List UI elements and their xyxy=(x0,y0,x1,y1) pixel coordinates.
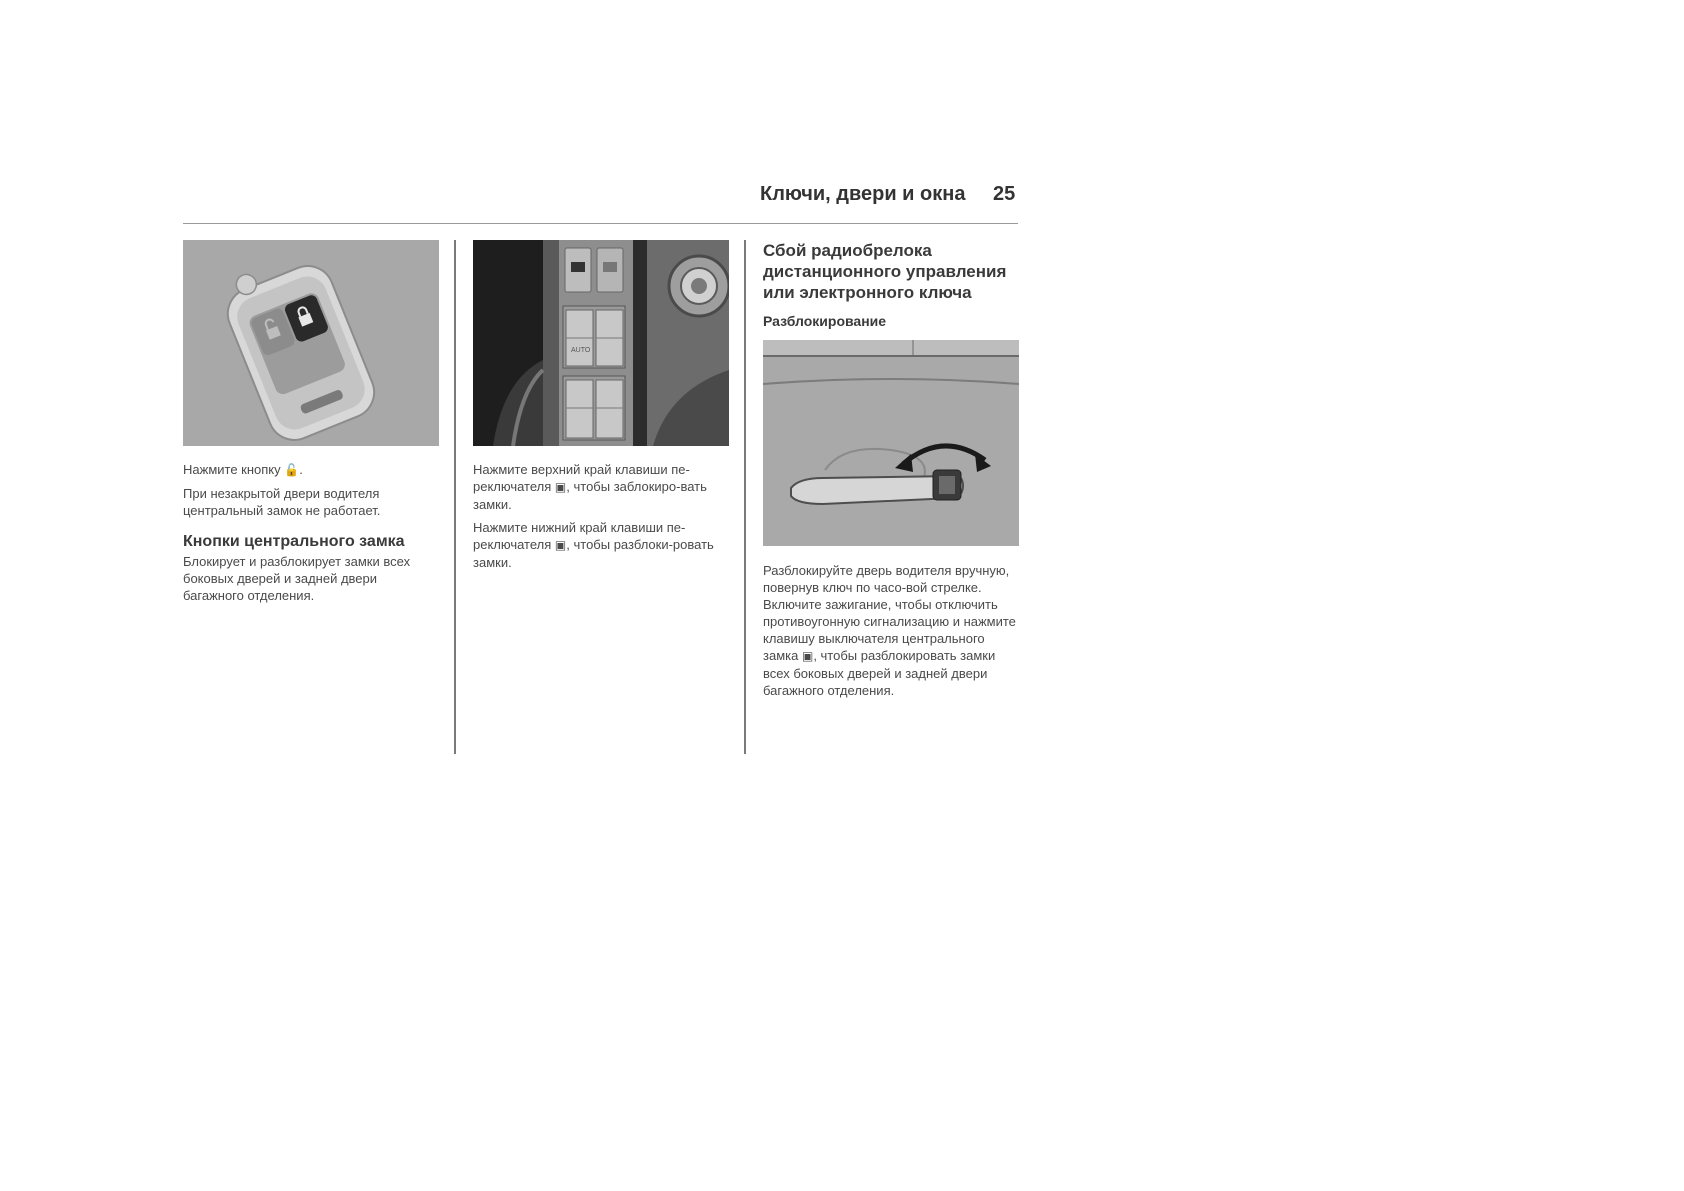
page-header-title: Ключи, двери и окна xyxy=(760,183,966,205)
key-fob-figure xyxy=(183,240,439,446)
lock-instruction-text-a: Нажмите верхний край клавиши пе-реключателя xyxy=(473,462,690,494)
lock-instruction-text-b: , чтобы заблокиро-вать замки. xyxy=(473,479,707,512)
column-divider-1 xyxy=(454,240,456,754)
remote-failure-title: Сбой радиобрелока дистанционного управления или электронного ключа xyxy=(763,241,1007,302)
page-number: 25 xyxy=(993,183,1016,205)
unlock-instruction-text-b: , чтобы разблоки-ровать замки. xyxy=(473,537,714,570)
door-handle-figure xyxy=(763,340,1019,546)
header-rule xyxy=(183,223,1018,224)
column-divider-2 xyxy=(744,240,746,754)
unlock-instruction xyxy=(473,519,729,571)
central-lock-buttons-body: Блокирует и разблокирует замки всех боковых дверей и задней двери багажного отделения. xyxy=(183,554,411,603)
central-lock-switch-icon: ▣ xyxy=(801,649,814,663)
unlock-instruction-text-a: Нажмите нижний край клавиши пе-реключателя xyxy=(473,520,686,552)
manual-unlock-text-b: , чтобы разблокировать замки всех боковых дверей и задней двери багажного отделения. xyxy=(763,648,996,698)
press-button-text: Нажмите кнопку xyxy=(183,462,281,477)
press-button-line: Нажмите кнопку 🔓. xyxy=(183,462,303,477)
manual-unlock-instruction xyxy=(763,562,1021,699)
col1-caption xyxy=(183,461,433,525)
key-fob-illustration xyxy=(183,240,439,446)
manual-unlock-text-a: Разблокируйте дверь водителя вручную, повернув ключ по часо-вой стрелке. Включите зажигание, чтобы отключить противоугонную сигнализацию и нажмите клавишу выключателя центрального замка xyxy=(763,563,1016,663)
door-switch-illustration xyxy=(473,240,729,446)
unlocking-subheading: Разблокирование xyxy=(763,313,887,329)
lock-instruction xyxy=(473,461,729,513)
door-switch-figure xyxy=(473,240,729,446)
door-handle-illustration xyxy=(763,340,1019,546)
unlock-icon: 🔓 xyxy=(284,463,300,477)
central-lock-switch-icon: ▣ xyxy=(554,480,567,494)
driver-door-note: При незакрытой двери водителя центральный замок не работает. xyxy=(183,486,381,518)
auto-label: AUTO xyxy=(571,347,591,354)
central-lock-switch-icon: ▣ xyxy=(554,538,567,552)
central-lock-buttons-heading: Кнопки центрального замка xyxy=(183,533,405,550)
col3-body xyxy=(763,562,1021,705)
col2-text xyxy=(473,461,729,577)
